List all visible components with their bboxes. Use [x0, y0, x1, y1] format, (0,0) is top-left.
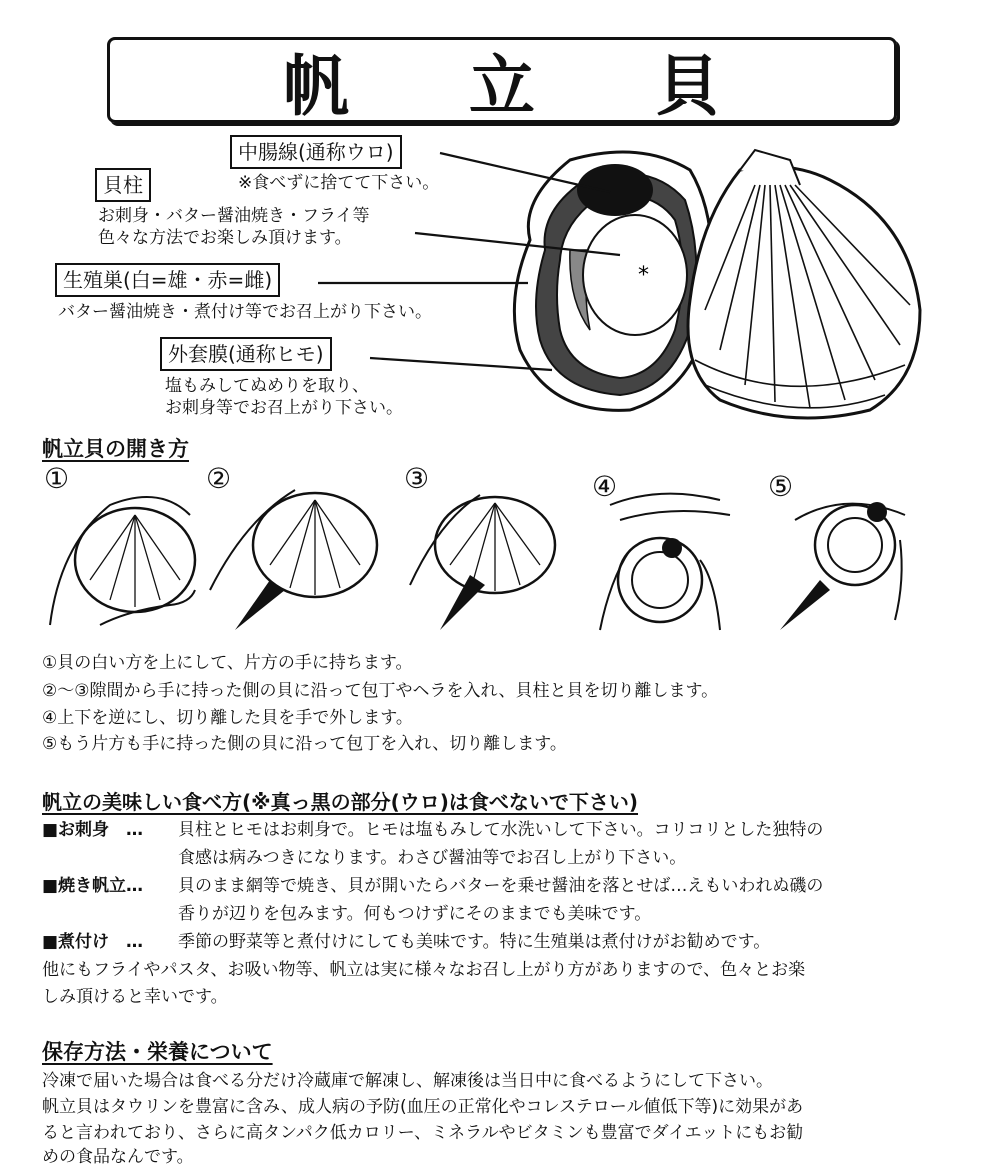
step-text-4: ⑤もう片方も手に持った側の貝に沿って包丁を入れ、切り離します。: [42, 734, 567, 754]
label-kaibashira: 貝柱: [95, 168, 151, 202]
note-uro: ※食べずに捨てて下さい。: [238, 173, 440, 193]
step-text-3: ④上下を逆にし、切り離した貝を手で外します。: [42, 708, 413, 728]
page-title: 帆立貝: [283, 47, 841, 125]
step-2-illustration: [205, 480, 385, 635]
note-seishokuso: バター醤油焼き・煮付け等でお召上がり下さい。: [58, 302, 432, 322]
step-number-4: ④: [592, 470, 618, 503]
storage-line-2: 帆立貝はタウリンを豊富に含み、成人病の予防(血圧の正常化やコレステロール値低下等)に効果があ: [42, 1097, 804, 1117]
step-number-3: ③: [404, 462, 430, 495]
svg-text:*: *: [638, 263, 649, 288]
step-number-5: ⑤: [768, 470, 794, 503]
step-text-1: ①貝の白い方を上にして、片方の手に持ちます。: [42, 653, 413, 673]
nitsuke-line-1: 季節の野菜等と煮付けにしても美味です。特に生殖巣は煮付けがお勧めです。: [178, 932, 771, 952]
step-5-illustration: [765, 480, 925, 640]
yaki-line-2: 香りが辺りを包みます。何もつけずにそのままでも美味です。: [178, 904, 652, 924]
note-gaitomaku-2: お刺身等でお召上がり下さい。: [165, 398, 403, 418]
yaki-key: ■焼き帆立…: [42, 876, 144, 896]
yaki-line-1: 貝のまま網等で焼き、貝が開いたらバターを乗せ醤油を落とせば…えもいわれぬ磯の: [178, 876, 824, 896]
step-number-2: ②: [206, 462, 232, 495]
nitsuke-key: ■煮付け …: [42, 932, 144, 952]
storage-line-3: ると言われており、さらに高タンパク低カロリー、ミネラルやビタミンも豊富でダイエットにもお勧: [42, 1123, 804, 1143]
other-line-1: 他にもフライやパスタ、お吸い物等、帆立は実に様々なお召し上がり方がありますので、色々とお楽: [42, 960, 806, 980]
how-to-eat-heading: 帆立の美味しい食べ方(※真っ黒の部分(ウロ)は食べないで下さい): [42, 790, 639, 814]
label-gaitomaku: 外套膜(通称ヒモ): [160, 337, 332, 371]
note-kaibashira-1: お刺身・バター醤油焼き・フライ等: [98, 206, 370, 226]
label-seishokuso: 生殖巣(白=雄・赤=雌): [55, 263, 280, 297]
step-1-illustration: [40, 485, 205, 635]
other-line-2: しみ頂けると幸いです。: [42, 987, 228, 1007]
storage-line-1: 冷凍で届いた場合は食べる分だけ冷蔵庫で解凍し、解凍後は当日中に食べるようにして下さい。: [42, 1071, 773, 1091]
storage-heading: 保存方法・栄養について: [42, 1040, 273, 1064]
step-number-1: ①: [44, 462, 70, 495]
step-text-2: ②～③隙間から手に持った側の貝に沿って包丁やヘラを入れ、貝柱と貝を切り離します。: [42, 681, 719, 701]
how-to-open-heading: 帆立貝の開き方: [42, 437, 189, 461]
sashimi-line-2: 食感は病みつきになります。わさび醤油等でお召し上がり下さい。: [178, 848, 687, 868]
sashimi-key: ■お刺身 …: [42, 820, 144, 840]
sashimi-line-1: 貝柱とヒモはお刺身で。ヒモは塩もみして水洗いして下さい。コリコリとした独特の: [178, 820, 824, 840]
note-gaitomaku-1: 塩もみしてぬめりを取り、: [165, 376, 369, 396]
label-uro: 中腸線(通称ウロ): [230, 135, 402, 169]
step-3-illustration: [400, 485, 565, 635]
storage-line-4: めの食品なんです。: [42, 1147, 194, 1167]
step-4-illustration: [590, 480, 740, 640]
note-kaibashira-2: 色々な方法でお楽しみ頂けます。: [98, 228, 352, 248]
